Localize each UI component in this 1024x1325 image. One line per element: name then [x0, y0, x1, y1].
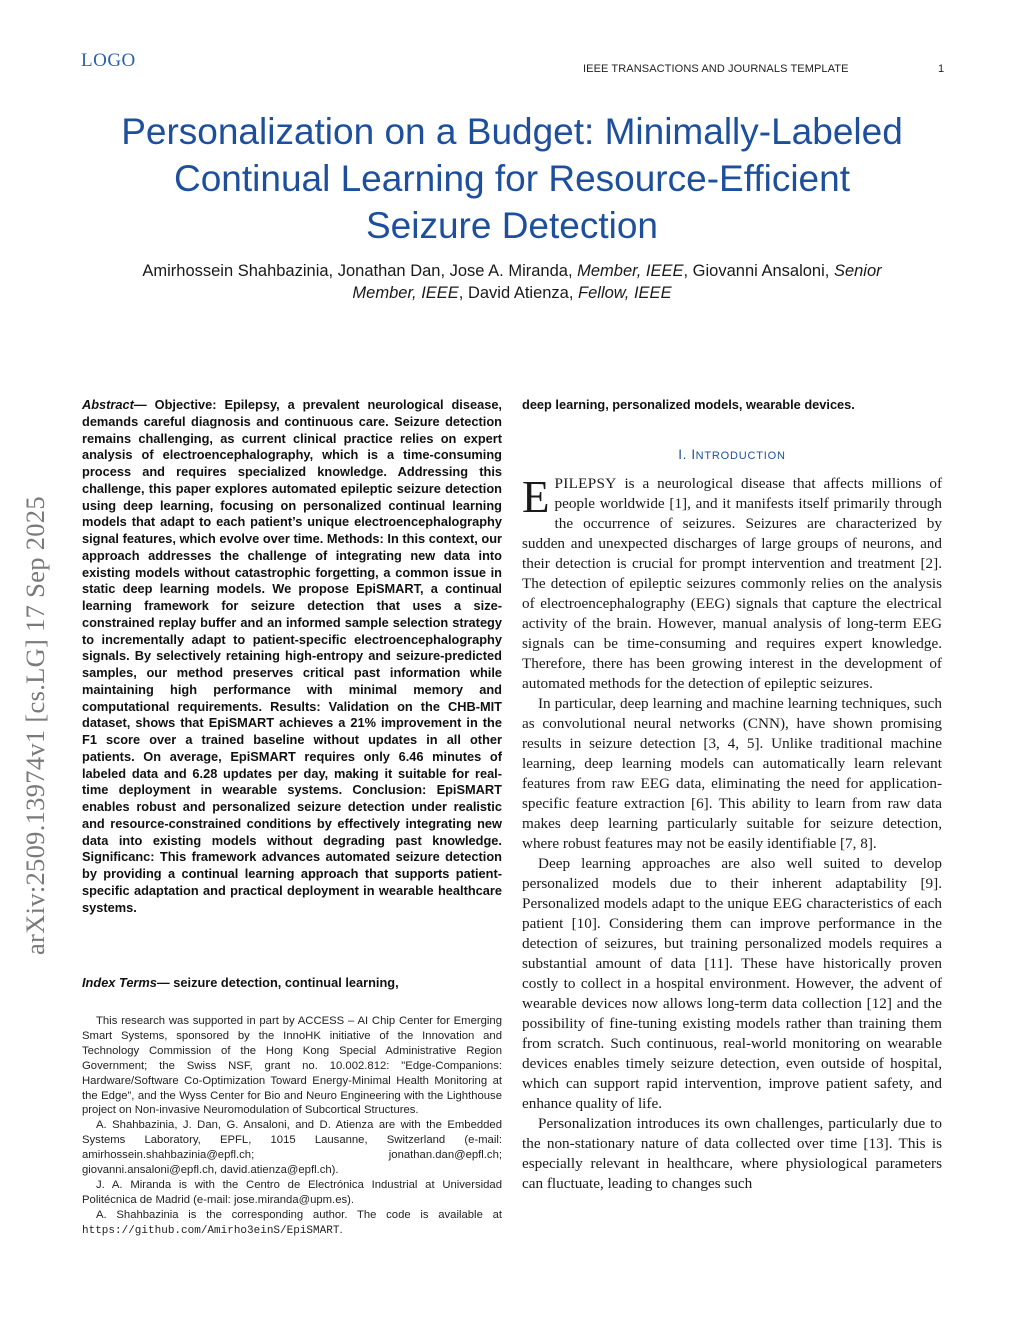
paragraph: In particular, deep learning and machine learning techniques, such as convolutional neural networks (CNN), have shown promising results in seizure detection [3, 4, 5]. Unlike traditional machine learning, deep learning models can automatically learn relevant features from raw EEG data, eliminating the need for application-specific feature extraction [6]. This ability to learn from raw data makes deep learning particularly suitable for seizure detection, where robust features may not be easily identifiable [7, 8].	[522, 695, 942, 852]
paragraph: Deep learning approaches are also well suited to develop personalized models due to their inherent adaptability [9]. Personalized models adapt to the unique EEG characteristics of each patient [10]. Considering them can improve performance in the detection of seizures, but training personalized models requires a substantial amount of data [11]. These have historically proven costly to collect in a hospital environment. However, the advent of wearable devices now allows long-term data collection [12] and the possibility of fine-tuning existing models rather than training them from scratch. Such continuous, real-world monitoring on wearable devices enables timely seizure detection, even outside of hospital, which can support rapid intervention, improve patient safety, and enhance quality of life.	[522, 855, 942, 1112]
paragraph: EPILEPSY is a neurological disease that affects millions of people worldwide [1], and it manifests itself primarily through the occurrence of seizures. Seizures are characterized by sudden and unexpected discharges of large groups of neurons, and their detection is crucial for prompt intervention and treatment [2]. The detection of epileptic seizures commonly relies on the analysis of electroencephalography (EEG) signals that capture the electrical activity of the brain. However, manual analysis of long-term EEG signals can be time-consuming and requires expert knowledge. Therefore, there has been growing interest in the development of automated methods for the detection of epileptic seizures.	[522, 472, 942, 692]
page-number: 1	[938, 63, 945, 75]
title-line: Seizure Detection	[365, 205, 659, 246]
running-head: IEEE TRANSACTIONS AND JOURNALS TEMPLATE	[583, 63, 849, 75]
title-line: Personalization on a Budget: Minimally-Labeled	[121, 111, 903, 152]
footnote-corresponding-text: A. Shahbazinia is the corresponding author. The code is available at	[96, 1208, 502, 1221]
arxiv-stamp: arXiv:2509.13974v1 [cs.LG] 17 Sep 2025	[20, 496, 50, 955]
abstract	[82, 397, 502, 916]
author-line: Member, IEEE, David Atienza, Fellow, IEEE	[352, 284, 672, 302]
index-terms-text: — seizure detection, continual learning,	[156, 975, 399, 990]
footnote-corresponding: A. Shahbazinia is the corresponding author. The code is available at https://github.com/Amirho3einS/EpiSMART.	[82, 1208, 502, 1237]
footnote-funding: This research was supported in part by ACCESS – AI Chip Center for Emerging Smart Systems, sponsored by the InnoHK initiative of the Innovation and Technology Commission of the Hong Kong Special Administrative Region Government; the Swiss NSF, grant no. 10.002.812: "Edge-Companions: Hardware/Software Co-Optimization Toward Energy-Minimal Health Monitoring at the Edge”, and the Wyss Center for Bio and Neuro Engineering with the Lighthouse project on Non-invasive Neuromodulation of Subcortical Structures.	[82, 1015, 502, 1117]
author-list	[80, 260, 944, 304]
drop-cap: E	[522, 472, 550, 522]
footnote-affiliation: J. A. Miranda is with the Centro de Electrónica Industrial at Universidad Politécnica de Madrid (e-mail: jose.miranda@upm.es).	[82, 1178, 502, 1206]
section-number: I.	[678, 447, 687, 462]
abstract-text: — Objective: Epilepsy, a prevalent neurological disease, demands careful diagnosis and continuous care. Seizure detection remains challenging, as current clinical practice relies on expert analysis of electroencephalography, which is a time-consuming process and requires specialized knowledge. Addressing this challenge, this paper explores automated epileptic seizure detection using deep learning, focusing on personalized continual learning models that adapt to each patient’s unique electroencephalography signal features, which evolve over time. Methods: In this context, our approach addresses the challenge of integrating new data into existing models without catastrophic forgetting, a common issue in static deep learning models. We propose EpiSMART, a continual learning framework for seizure detection that uses a size-constrained replay buffer and an informed sample selection strategy to incrementally adapt to patient-specific electroencephalography signals. By selectively retaining high-entropy and seizure-predicted samples, our method preserves critical past information while maintaining high performance with minimal memory and computational requirements. Results: Validation on the CHB-MIT dataset, shows that EpiSMART achieves a 21% improvement in the F1 score over a trained baseline without updates in all other patients. On average, EpiSMART requires only 6.46 minutes of labeled data and 6.28 updates per day, making it suitable for real-time deployment in wearable systems. Conclusion: EpiSMART enables robust and personalized seizure detection under realistic and resource-constrained conditions by effectively integrating new data into existing models without degrading past knowledge. Significanc: This framework advances automated seizure detection by providing a continual learning approach that supports patient-specific adaptation and practical deployment in wearable healthcare systems.	[82, 397, 502, 915]
index-terms	[82, 975, 502, 992]
code-link[interactable]: https://github.com/Amirho3einS/EpiSMART	[82, 1224, 340, 1237]
index-terms-label: Index Terms	[82, 975, 157, 990]
abstract-label: Abstract	[82, 397, 134, 412]
section-title-rest: NTRODUCTION	[695, 450, 786, 462]
paragraph: Personalization introduces its own challenges, particularly due to the non-stationary nature of data collected over time [13]. This is especially relevant in healthcare, where physiological parameters can fluctuate, leading to changes such	[522, 1115, 942, 1192]
section-title-initial: I	[691, 447, 696, 462]
title-line: Continual Learning for Resource-Efficient	[174, 158, 850, 199]
footnotes	[82, 1014, 502, 1239]
index-terms-continued: deep learning, personalized models, wearable devices.	[522, 397, 855, 412]
footnote-affiliation: A. Shahbazinia, J. Dan, G. Ansaloni, and D. Atienza are with the Embedded Systems Laboratory, EPFL, 1015 Lausanne, Switzerland (e-mail: amirhossein.shahbazinia@epfl.ch; jonathan.dan@epfl.ch; giovanni.ansaloni@epfl.ch, david.atienza@epfl.ch).	[82, 1119, 502, 1177]
first-word: PILEPSY	[554, 475, 617, 492]
body-text	[522, 474, 942, 1194]
section-heading	[522, 447, 942, 462]
journal-logo: LOGO	[81, 50, 136, 71]
paper-title	[80, 108, 944, 249]
author-line: Amirhossein Shahbazinia, Jonathan Dan, Jose A. Miranda, Member, IEEE, Giovanni Ansaloni, Senior	[142, 262, 882, 280]
